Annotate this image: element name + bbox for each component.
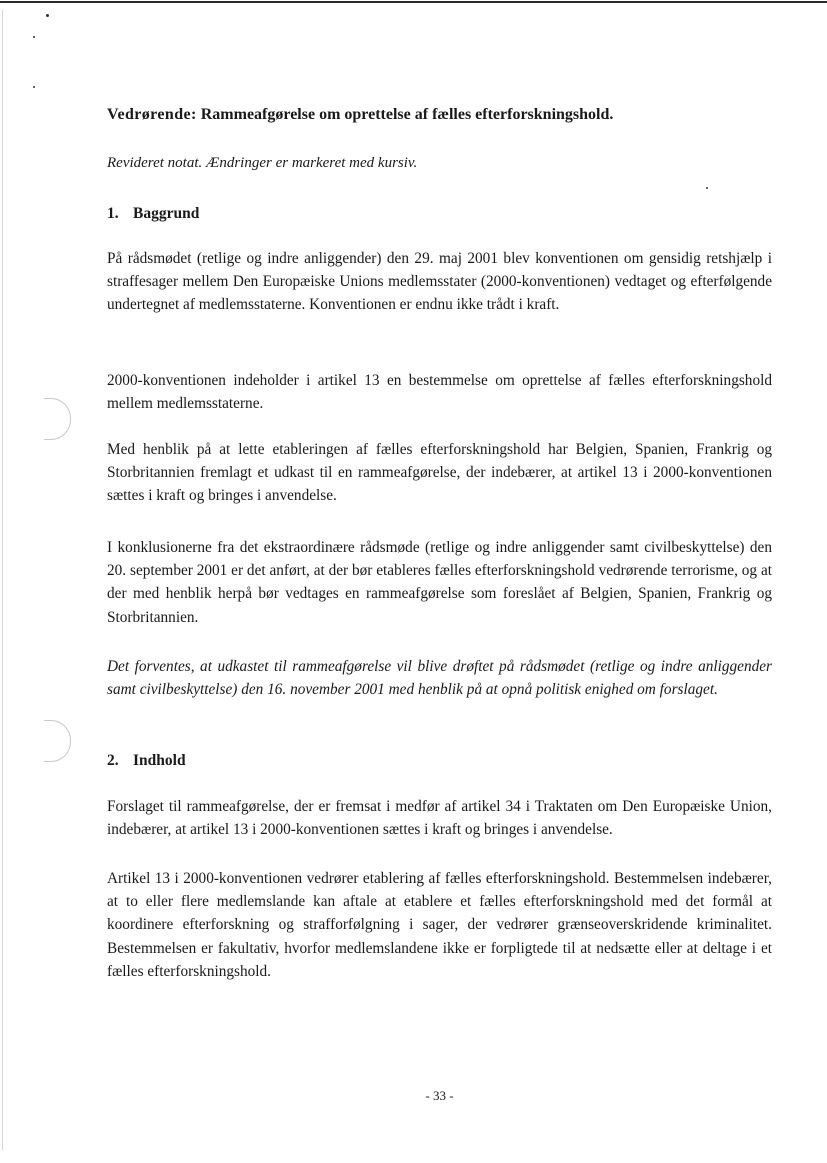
paragraph-revised: Det forventes, at udkastet til rammeafgørelse vil blive drøftet på rådsmødet (retlige og indre anliggender samt civilbeskyttelse) den 16. november 2001 med henblik på at opnå politisk enighed om forslaget. <box>107 658 772 699</box>
top-edge-rule <box>0 1 827 3</box>
section-number: 1. <box>107 205 119 222</box>
paragraph: På rådsmødet (retlige og indre anliggender) den 29. maj 2001 blev konventionen om gensidig retshjælp i straffesager mellem Den Europæiske Unions medlemsstater (2000-konventionen) vedtaget og efterfølgende undertegnet af medlemsstaterne. Konventionen er endnu ikke trådt i kraft. <box>107 250 772 314</box>
section-heading-indhold <box>107 752 186 770</box>
scan-speck <box>706 187 708 189</box>
punch-hole-mark <box>44 720 71 762</box>
section-title: Indhold <box>133 752 186 769</box>
paragraph: Artikel 13 i 2000-konventionen vedrører etablering af fælles efterforskningshold. Bestemmelsen indebærer, at to eller flere medlemslande kan aftale at etablere et fælles efterforskningshold med det formål at koordinere efterforskning og strafforfølgning i sager, der vedrører grænseoverskridende kriminalitet. Bestemmelsen er fakultativ, hvorfor medlemslandene ikke er forpligtede til at nedsætte eller at deltage i et fælles efterforskningshold. <box>107 870 772 980</box>
scan-speck <box>33 86 35 88</box>
regarding-heading <box>107 106 613 124</box>
revision-note: Revideret notat. Ændringer er markeret med kursiv. <box>107 155 418 171</box>
section-heading-baggrund <box>107 205 199 223</box>
paragraph: Forslaget til rammeafgørelse, der er fremsat i medfør af artikel 34 i Traktaten om Den Europæiske Union, indebærer, at artikel 13 i 2000-konventionen sættes i kraft og bringes i anvendelse. <box>107 798 772 839</box>
punch-hole-mark <box>44 398 71 440</box>
left-margin-line <box>2 10 3 1150</box>
section-title: Baggrund <box>133 205 200 222</box>
section-number: 2. <box>107 752 119 769</box>
paragraph: 2000-konventionen indeholder i artikel 13 en bestemmelse om oprettelse af fælles efterforskningshold mellem medlemsstaterne. <box>107 372 772 413</box>
paragraph: Med henblik på at lette etableringen af fælles efterforskningshold har Belgien, Spanien, Frankrig og Storbritannien fremlagt et udkast til en rammeafgørelse, der indebærer, at artikel 13 i 2000-konventionen sættes i kraft og bringes i anvendelse. <box>107 441 772 505</box>
scan-speck <box>33 36 35 38</box>
scan-speck <box>46 14 49 17</box>
page-number: - 33 - <box>425 1088 454 1103</box>
paragraph: I konklusionerne fra det ekstraordinære rådsmøde (retlige og indre anliggender samt civilbeskyttelse) den 20. september 2001 er det anført, at der bør etableres fælles efterforskningshold vedrørende terrorisme, og at der med henblik herpå bør vedtages en rammeafgørelse som foreslået af Belgien, Spanien, Frankrig og Storbritannien. <box>107 539 772 626</box>
regarding-prefix: Vedrørende: <box>107 106 197 123</box>
regarding-title: Rammeafgørelse om oprettelse af fælles efterforskningshold. <box>200 106 614 123</box>
